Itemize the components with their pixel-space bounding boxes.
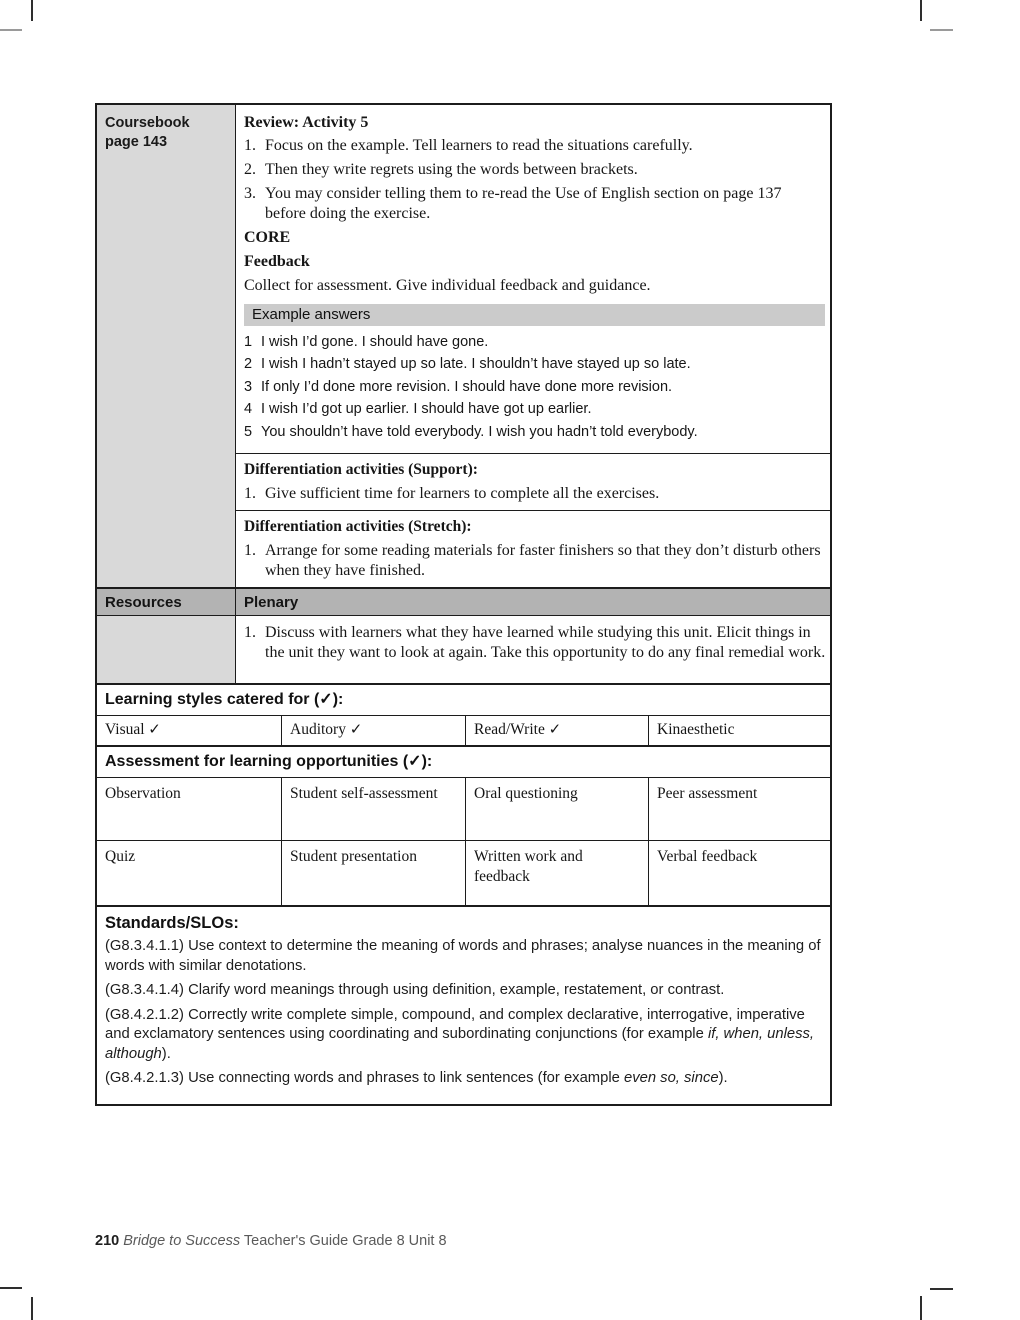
plenary-content-cell [236, 616, 830, 683]
assessment-cell: Written work and feedback [466, 840, 649, 905]
resources-plenary-header-row [97, 587, 830, 615]
feedback-text: Collect for assessment. Give individual feedback and guidance. [244, 277, 651, 294]
differentiation-stretch-row [236, 510, 830, 587]
item-number: 2. [244, 161, 256, 178]
plenary-item [244, 623, 826, 662]
item-text: Then they write regrets using the words between brackets. [265, 161, 638, 178]
item-number: 1. [244, 542, 256, 560]
plenary-list [236, 616, 830, 662]
feedback-label: Feedback [244, 253, 310, 270]
crop-mark-top-left-horizontal [0, 29, 22, 31]
item-number: 1. [244, 485, 256, 503]
crop-mark-top-right-vertical [920, 0, 922, 21]
check-icon: ✓ [345, 722, 363, 739]
check-icon: ✓ [544, 722, 562, 739]
standards-text: if, when, unless, although [105, 1026, 815, 1062]
assessment-cell: Student self-assessment [282, 778, 466, 840]
standards-text: (G8.4.2.1.3) Use connecting words and phrases to link sentences (for example [105, 1070, 624, 1087]
differentiation-support-list [244, 484, 824, 504]
resources-header-cell [97, 589, 236, 615]
learning-styles-row [97, 715, 830, 745]
standards-text: even so, since [623, 1070, 719, 1087]
review-step [244, 136, 824, 156]
learning-style-cell [282, 716, 466, 745]
learning-style-cell [97, 716, 282, 745]
assessment-heading: Assessment for learning opportunities (✓): [97, 745, 830, 777]
assessment-cell: Oral questioning [466, 778, 649, 840]
learning-style-cell [649, 716, 830, 745]
item-number: 1 [244, 334, 253, 350]
example-answer-item [244, 421, 826, 443]
example-answer-item [244, 353, 826, 375]
item-text: I wish I’d gone. I should have gone. [261, 334, 489, 350]
example-answers-header: Example answers [244, 304, 825, 326]
example-answer-item [244, 376, 826, 398]
standards-section [97, 905, 830, 1104]
item-number: 5 [244, 423, 253, 440]
item-number: 3. [244, 185, 256, 202]
review-title: Review: Activity 5 [244, 114, 369, 131]
item-number: 4 [244, 401, 253, 418]
resources-content-cell [97, 616, 236, 683]
assessment-cell: Verbal feedback [649, 840, 830, 905]
standards-text: ). [718, 1070, 728, 1087]
review-content [236, 105, 830, 296]
coursebook-label-line2: page 143 [105, 134, 168, 150]
crop-mark-bottom-left-horizontal [0, 1287, 22, 1289]
page-footer [95, 1232, 447, 1250]
assessment-cell: Quiz [97, 840, 282, 905]
plenary-label: Plenary [244, 594, 299, 612]
crop-mark-bottom-left-vertical [31, 1297, 33, 1320]
standards-list [105, 937, 822, 1089]
review-step [244, 184, 824, 224]
book-title: Bridge to Success [123, 1233, 241, 1249]
learning-style-label: Visual [105, 721, 145, 739]
learning-styles-heading: Learning styles catered for (✓): [97, 683, 830, 715]
crop-mark-top-right-horizontal [930, 29, 953, 31]
assessment-grid [97, 777, 830, 905]
standards-item [105, 1006, 822, 1065]
item-number: 3 [244, 378, 253, 395]
standards-heading: Standards/SLOs: [105, 914, 239, 933]
item-number: 1. [244, 624, 256, 642]
plenary-content-row [97, 615, 830, 683]
learning-style-label: Read/Write [474, 721, 545, 739]
standards-item [105, 981, 822, 1001]
page-number: 210 [95, 1233, 120, 1249]
item-text: You shouldn’t have told everybody. I wish you hadn’t told everybody. [261, 423, 698, 440]
standards-text: (G8.3.4.1.1) Use context to determine the meaning of words and phrases; analyse nuances in the meaning of words with similar denotations. [105, 938, 821, 974]
example-answer-item [244, 331, 826, 353]
assessment-cell: Observation [97, 778, 282, 840]
review-steps [244, 136, 824, 224]
differentiation-support-title: Differentiation activities (Support): [244, 461, 478, 479]
coursebook-label [97, 105, 235, 161]
plenary-header-cell [236, 589, 830, 615]
crop-mark-top-left-vertical [31, 0, 33, 21]
item-number: 2 [244, 356, 253, 373]
item-text: Give sufficient time for learners to complete all the exercises. [265, 485, 660, 503]
item-text: Focus on the example. Tell learners to read the situations carefully. [265, 137, 693, 154]
assessment-cell: Student presentation [282, 840, 466, 905]
differentiation-support-row [236, 453, 830, 510]
item-text: If only I’d done more revision. I should have done more revision. [261, 378, 673, 395]
coursebook-review-row [97, 105, 830, 587]
item-text: Discuss with learners what they have learned while studying this unit. Elicit things in the unit they want to look at again. Take this opportunity to do any final remedial work. [265, 624, 826, 661]
assessment-cell: Peer assessment [657, 785, 758, 803]
differentiation-stretch-item [244, 541, 824, 581]
review-cell [236, 105, 830, 587]
resources-label: Resources [105, 594, 182, 612]
learning-style-label: Kinaesthetic [657, 721, 735, 739]
differentiation-support-item [244, 484, 824, 504]
differentiation-stretch-title: Differentiation activities (Stretch): [244, 518, 472, 536]
coursebook-cell [97, 105, 236, 587]
lesson-plan-table [95, 103, 832, 1106]
item-text: Arrange for some reading materials for faster finishers so that they don’t disturb others when they have finished. [265, 542, 821, 580]
item-text: I wish I hadn’t stayed up so late. I shouldn’t have stayed up so late. [261, 356, 691, 373]
crop-mark-bottom-right-horizontal [930, 1288, 953, 1290]
standards-text: (G8.3.4.1.4) Clarify word meanings through using definition, example, restatement, or contrast. [105, 982, 725, 999]
differentiation-stretch-list [244, 541, 824, 581]
standards-item [105, 937, 822, 976]
check-icon: ✓ [144, 722, 161, 739]
crop-mark-bottom-right-vertical [920, 1296, 922, 1320]
standards-text: ). [161, 1045, 171, 1062]
learning-style-label: Auditory [290, 721, 346, 739]
standards-item [105, 1069, 822, 1089]
footer-text: Teacher's Guide Grade 8 Unit 8 [243, 1233, 447, 1249]
example-answer-item [244, 398, 826, 420]
coursebook-label-line1: Coursebook [105, 115, 190, 131]
item-text: You may consider telling them to re-read the Use of English section on page 137 before doing the exercise. [265, 185, 782, 222]
item-text: I wish I’d got up earlier. I should have got up earlier. [261, 401, 592, 418]
review-step [244, 160, 824, 180]
core-label: CORE [244, 229, 291, 246]
item-number: 1. [244, 137, 256, 154]
example-answers-list [236, 326, 830, 443]
learning-style-cell [466, 716, 649, 745]
example-answers-box [236, 304, 830, 443]
standards-text: (G8.4.2.1.2) Correctly write complete simple, compound, and complex declarative, interrogative, imperative and exclamatory sentences using coordinating and subordinating conjunctions (for example [105, 1006, 805, 1043]
